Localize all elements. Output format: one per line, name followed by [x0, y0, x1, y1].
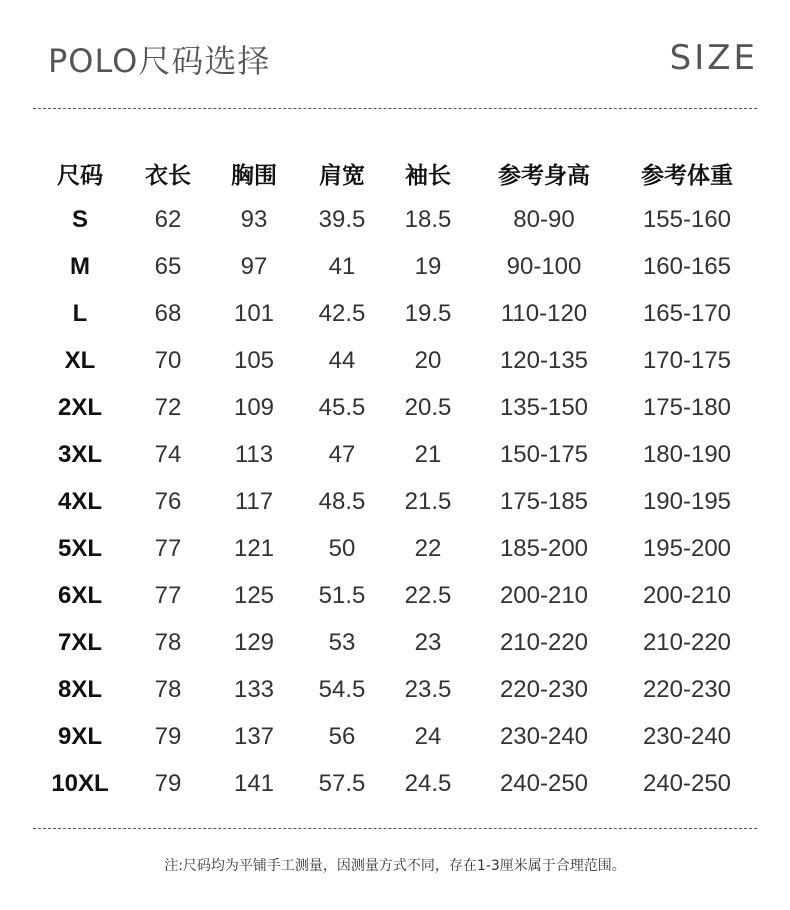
sleeve-cell: 22.5	[404, 581, 452, 609]
size-cell: L	[72, 299, 88, 327]
table-row	[30, 619, 760, 666]
length-cell: 78	[154, 628, 182, 656]
length-cell: 77	[154, 534, 182, 562]
size-cell: M	[70, 252, 90, 280]
length-cell: 65	[154, 252, 182, 280]
height-cell: 110-120	[500, 299, 588, 327]
weight-cell: 170-175	[642, 346, 732, 374]
table-row	[30, 384, 760, 431]
sleeve-cell: 24.5	[404, 769, 452, 797]
height-cell: 185-200	[499, 534, 589, 562]
length-cell: 70	[154, 346, 182, 374]
shoulder-cell: 47	[328, 440, 356, 468]
chest-cell: 141	[233, 769, 275, 797]
table-row	[30, 713, 760, 760]
chest-cell: 129	[233, 628, 275, 656]
sleeve-cell: 20	[414, 346, 442, 374]
weight-cell: 165-170	[642, 299, 732, 327]
size-cell: 4XL	[57, 487, 102, 515]
column-header-height: 参考身高	[498, 162, 590, 189]
height-cell: 175-185	[499, 487, 589, 515]
chest-cell: 133	[233, 675, 275, 703]
chest-cell: 101	[233, 299, 275, 327]
size-cell: 2XL	[57, 393, 102, 421]
size-heading: SIZE	[669, 38, 758, 78]
table-row	[30, 243, 760, 290]
table-header-row	[30, 150, 760, 196]
sleeve-cell: 20.5	[404, 393, 452, 421]
shoulder-cell: 39.5	[318, 205, 366, 233]
length-cell: 72	[154, 393, 182, 421]
shoulder-cell: 44	[328, 346, 356, 374]
weight-cell: 240-250	[642, 769, 732, 797]
height-cell: 135-150	[499, 393, 589, 421]
shoulder-cell: 42.5	[318, 299, 366, 327]
footer-note: 注:尺码均为平铺手工测量，因测量方式不同，存在1-3厘米属于合理范围。	[164, 858, 626, 874]
chest-cell: 105	[233, 346, 275, 374]
column-header-weight: 参考体重	[641, 162, 733, 189]
size-cell: 10XL	[51, 769, 109, 797]
height-cell: 230-240	[499, 722, 589, 750]
length-cell: 77	[154, 581, 182, 609]
size-cell: 7XL	[57, 628, 102, 656]
sleeve-cell: 21	[414, 440, 442, 468]
weight-cell: 155-160	[642, 205, 732, 233]
size-cell: 6XL	[57, 581, 102, 609]
shoulder-cell: 54.5	[318, 675, 366, 703]
column-header-chest: 胸围	[231, 162, 277, 189]
sleeve-cell: 24	[414, 722, 442, 750]
chest-cell: 93	[240, 205, 268, 233]
table-row	[30, 760, 760, 807]
length-cell: 68	[154, 299, 182, 327]
weight-cell: 180-190	[642, 440, 732, 468]
length-cell: 62	[154, 205, 182, 233]
height-cell: 150-175	[499, 440, 589, 468]
column-header-size: 尺码	[57, 162, 103, 189]
height-cell: 220-230	[499, 675, 589, 703]
weight-cell: 220-230	[642, 675, 732, 703]
weight-cell: 230-240	[642, 722, 732, 750]
weight-cell: 200-210	[642, 581, 732, 609]
shoulder-cell: 51.5	[318, 581, 366, 609]
shoulder-cell: 45.5	[318, 393, 366, 421]
length-cell: 76	[154, 487, 182, 515]
weight-cell: 160-165	[642, 252, 732, 280]
weight-cell: 175-180	[642, 393, 732, 421]
sleeve-cell: 22	[414, 534, 442, 562]
chest-cell: 125	[233, 581, 275, 609]
chest-cell: 121	[233, 534, 275, 562]
weight-cell: 210-220	[642, 628, 732, 656]
table-row	[30, 478, 760, 525]
length-cell: 79	[154, 769, 182, 797]
height-cell: 120-135	[499, 346, 589, 374]
weight-cell: 195-200	[642, 534, 732, 562]
sleeve-cell: 23	[414, 628, 442, 656]
bottom-divider	[33, 828, 757, 829]
length-cell: 78	[154, 675, 182, 703]
height-cell: 90-100	[506, 252, 582, 280]
table-row	[30, 290, 760, 337]
sleeve-cell: 21.5	[404, 487, 452, 515]
shoulder-cell: 48.5	[318, 487, 366, 515]
chest-cell: 113	[234, 440, 274, 468]
size-cell: S	[71, 205, 88, 233]
column-header-shoulder: 肩宽	[319, 162, 365, 189]
table-row	[30, 572, 760, 619]
table-row	[30, 196, 760, 243]
height-cell: 240-250	[499, 769, 589, 797]
table-row	[30, 666, 760, 713]
table-row	[30, 431, 760, 478]
height-cell: 80-90	[513, 205, 575, 233]
sleeve-cell: 23.5	[404, 675, 452, 703]
sleeve-cell: 19	[414, 252, 442, 280]
column-header-sleeve: 袖长	[405, 162, 451, 189]
size-cell: 8XL	[57, 675, 102, 703]
chest-cell: 117	[234, 487, 274, 515]
shoulder-cell: 56	[328, 722, 356, 750]
size-cell: 3XL	[57, 440, 102, 468]
height-cell: 210-220	[499, 628, 589, 656]
height-cell: 200-210	[499, 581, 589, 609]
length-cell: 74	[154, 440, 182, 468]
size-chart-table	[30, 150, 760, 807]
chest-cell: 97	[240, 252, 268, 280]
chest-cell: 109	[233, 393, 275, 421]
top-divider	[33, 108, 757, 109]
shoulder-cell: 50	[328, 534, 356, 562]
column-header-length: 衣长	[145, 162, 191, 189]
weight-cell: 190-195	[642, 487, 732, 515]
table-body	[30, 196, 760, 807]
size-cell: 9XL	[57, 722, 102, 750]
page-title: POLO尺码选择	[48, 42, 271, 80]
chest-cell: 137	[233, 722, 275, 750]
size-cell: XL	[64, 346, 96, 374]
shoulder-cell: 57.5	[318, 769, 366, 797]
table-row	[30, 337, 760, 384]
shoulder-cell: 41	[328, 252, 356, 280]
size-cell: 5XL	[57, 534, 102, 562]
length-cell: 79	[154, 722, 182, 750]
table-row	[30, 525, 760, 572]
shoulder-cell: 53	[328, 628, 356, 656]
sleeve-cell: 19.5	[404, 299, 452, 327]
sleeve-cell: 18.5	[404, 205, 452, 233]
